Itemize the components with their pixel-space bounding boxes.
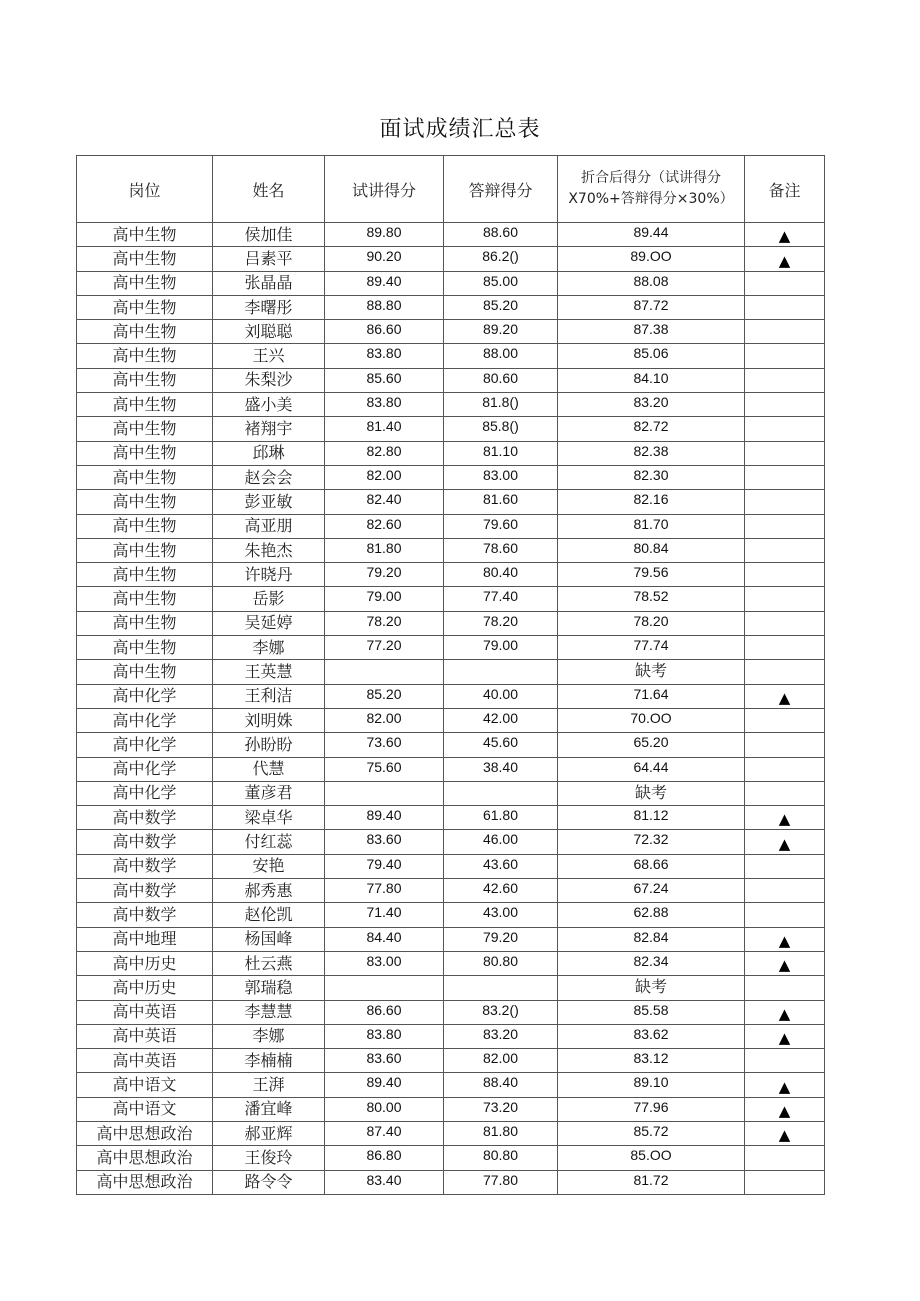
name-cell: 朱梨沙 [213, 368, 325, 392]
defense-score-cell: 80.80 [444, 951, 558, 975]
table-row [77, 1024, 825, 1048]
triangle-marker-icon: ▲ [745, 223, 825, 247]
header-combined-score: 折合后得分（试讲得分X70%+答辩得分×30%） [558, 156, 745, 223]
combined-score-cell: 85.72 [558, 1121, 745, 1145]
position-cell: 高中生物 [77, 611, 213, 635]
remark-cell [745, 903, 825, 927]
lecture-score-cell: 89.40 [325, 271, 444, 295]
combined-score-cell: 81.70 [558, 514, 745, 538]
defense-score-cell: 79.20 [444, 927, 558, 951]
name-cell: 张晶晶 [213, 271, 325, 295]
name-cell: 吴延婷 [213, 611, 325, 635]
combined-score-cell: 82.84 [558, 927, 745, 951]
combined-score-cell: 83.62 [558, 1024, 745, 1048]
name-cell: 安艳 [213, 854, 325, 878]
triangle-marker-icon: ▲ [745, 247, 825, 271]
position-cell: 高中历史 [77, 976, 213, 1000]
table-row [77, 393, 825, 417]
lecture-score-cell: 83.80 [325, 344, 444, 368]
table-row [77, 344, 825, 368]
lecture-score-cell: 82.60 [325, 514, 444, 538]
remark-cell [745, 417, 825, 441]
name-cell: 李娜 [213, 636, 325, 660]
remark-cell [745, 320, 825, 344]
absent-status-cell: 缺考 [558, 781, 745, 805]
combined-score-cell: 70.OO [558, 708, 745, 732]
name-cell: 付红蕊 [213, 830, 325, 854]
triangle-marker-icon: ▲ [745, 1121, 825, 1145]
lecture-score-cell: 89.40 [325, 806, 444, 830]
remark-cell [745, 976, 825, 1000]
defense-score-cell: 81.60 [444, 490, 558, 514]
name-cell: 王湃 [213, 1073, 325, 1097]
table-row [77, 320, 825, 344]
remark-cell [745, 660, 825, 684]
name-cell: 邱琳 [213, 441, 325, 465]
combined-score-cell: 79.56 [558, 563, 745, 587]
position-cell: 高中地理 [77, 927, 213, 951]
position-cell: 高中数学 [77, 830, 213, 854]
position-cell: 高中化学 [77, 708, 213, 732]
name-cell: 李娜 [213, 1024, 325, 1048]
combined-score-cell: 82.16 [558, 490, 745, 514]
combined-score-cell: 72.32 [558, 830, 745, 854]
position-cell: 高中语文 [77, 1073, 213, 1097]
name-cell: 梁卓华 [213, 806, 325, 830]
defense-score-cell: 83.2() [444, 1000, 558, 1024]
combined-score-cell: 78.52 [558, 587, 745, 611]
lecture-score-cell: 88.80 [325, 295, 444, 319]
position-cell: 高中数学 [77, 806, 213, 830]
table-row [77, 854, 825, 878]
table-row [77, 1097, 825, 1121]
defense-score-cell: 45.60 [444, 733, 558, 757]
combined-score-cell: 67.24 [558, 879, 745, 903]
lecture-score-cell: 75.60 [325, 757, 444, 781]
table-row [77, 660, 825, 684]
defense-score-cell: 46.00 [444, 830, 558, 854]
name-cell: 彭亚敏 [213, 490, 325, 514]
name-cell: 刘聪聪 [213, 320, 325, 344]
remark-cell [745, 441, 825, 465]
name-cell: 盛小美 [213, 393, 325, 417]
lecture-score-cell: 83.60 [325, 1049, 444, 1073]
table-row [77, 587, 825, 611]
remark-cell [745, 854, 825, 878]
table-row [77, 247, 825, 271]
position-cell: 高中化学 [77, 733, 213, 757]
remark-cell [745, 490, 825, 514]
combined-score-cell: 78.20 [558, 611, 745, 635]
name-cell: 刘明姝 [213, 708, 325, 732]
table-row [77, 514, 825, 538]
defense-score-cell: 42.60 [444, 879, 558, 903]
name-cell: 李慧慧 [213, 1000, 325, 1024]
position-cell: 高中英语 [77, 1000, 213, 1024]
combined-score-cell: 89.44 [558, 223, 745, 247]
table-row [77, 1146, 825, 1170]
triangle-marker-icon: ▲ [745, 806, 825, 830]
table-row [77, 927, 825, 951]
position-cell: 高中生物 [77, 417, 213, 441]
document-title: 面试成绩汇总表 [379, 117, 541, 142]
defense-score-cell: 73.20 [444, 1097, 558, 1121]
absent-status-cell: 缺考 [558, 976, 745, 1000]
remark-cell [745, 1170, 825, 1194]
remark-cell [745, 344, 825, 368]
position-cell: 高中历史 [77, 951, 213, 975]
combined-score-cell: 87.72 [558, 295, 745, 319]
lecture-score-cell: 78.20 [325, 611, 444, 635]
table-row [77, 563, 825, 587]
combined-score-cell: 62.88 [558, 903, 745, 927]
remark-cell [745, 1049, 825, 1073]
table-row [77, 781, 825, 805]
name-cell: 郝亚辉 [213, 1121, 325, 1145]
remark-cell [745, 514, 825, 538]
table-row [77, 830, 825, 854]
triangle-marker-icon: ▲ [745, 830, 825, 854]
triangle-marker-icon: ▲ [745, 684, 825, 708]
combined-score-cell: 88.08 [558, 271, 745, 295]
lecture-score-cell: 71.40 [325, 903, 444, 927]
name-cell: 王利洁 [213, 684, 325, 708]
remark-cell [745, 1146, 825, 1170]
combined-score-cell: 89.OO [558, 247, 745, 271]
position-cell: 高中生物 [77, 563, 213, 587]
lecture-score-cell: 83.00 [325, 951, 444, 975]
table-row [77, 708, 825, 732]
position-cell: 高中思想政治 [77, 1146, 213, 1170]
triangle-marker-icon: ▲ [745, 951, 825, 975]
table-row [77, 417, 825, 441]
position-cell: 高中生物 [77, 636, 213, 660]
table-row [77, 1121, 825, 1145]
name-cell: 赵伦凯 [213, 903, 325, 927]
position-cell: 高中生物 [77, 344, 213, 368]
defense-score-cell: 77.80 [444, 1170, 558, 1194]
defense-score-cell: 38.40 [444, 757, 558, 781]
defense-score-cell [444, 660, 558, 684]
name-cell: 朱艳杰 [213, 538, 325, 562]
defense-score-cell: 88.40 [444, 1073, 558, 1097]
combined-score-cell: 82.34 [558, 951, 745, 975]
score-table [76, 155, 825, 1195]
remark-cell [745, 708, 825, 732]
remark-cell [745, 393, 825, 417]
triangle-marker-icon: ▲ [745, 1073, 825, 1097]
position-cell: 高中生物 [77, 490, 213, 514]
position-cell: 高中化学 [77, 757, 213, 781]
combined-score-cell: 85.06 [558, 344, 745, 368]
lecture-score-cell: 73.60 [325, 733, 444, 757]
combined-score-cell: 85.58 [558, 1000, 745, 1024]
defense-score-cell: 83.20 [444, 1024, 558, 1048]
lecture-score-cell: 89.80 [325, 223, 444, 247]
remark-cell [745, 611, 825, 635]
name-cell: 杨国峰 [213, 927, 325, 951]
lecture-score-cell: 81.40 [325, 417, 444, 441]
table-row [77, 368, 825, 392]
defense-score-cell [444, 976, 558, 1000]
remark-cell [745, 368, 825, 392]
name-cell: 岳影 [213, 587, 325, 611]
combined-score-cell: 80.84 [558, 538, 745, 562]
table-row [77, 951, 825, 975]
table-row [77, 684, 825, 708]
table-row [77, 490, 825, 514]
table-row [77, 636, 825, 660]
defense-score-cell: 85.8() [444, 417, 558, 441]
table-row [77, 295, 825, 319]
lecture-score-cell: 83.80 [325, 1024, 444, 1048]
combined-score-cell: 71.64 [558, 684, 745, 708]
lecture-score-cell: 90.20 [325, 247, 444, 271]
lecture-score-cell: 86.80 [325, 1146, 444, 1170]
lecture-score-cell: 86.60 [325, 1000, 444, 1024]
defense-score-cell: 79.00 [444, 636, 558, 660]
name-cell: 李曙彤 [213, 295, 325, 319]
combined-score-cell: 77.96 [558, 1097, 745, 1121]
remark-cell [745, 271, 825, 295]
position-cell: 高中生物 [77, 514, 213, 538]
header-remark: 备注 [745, 156, 825, 223]
triangle-marker-icon: ▲ [745, 1024, 825, 1048]
lecture-score-cell: 87.40 [325, 1121, 444, 1145]
defense-score-cell: 88.00 [444, 344, 558, 368]
lecture-score-cell: 84.40 [325, 927, 444, 951]
defense-score-cell: 42.00 [444, 708, 558, 732]
position-cell: 高中思想政治 [77, 1170, 213, 1194]
lecture-score-cell: 77.20 [325, 636, 444, 660]
table-row [77, 271, 825, 295]
lecture-score-cell: 77.80 [325, 879, 444, 903]
table-row [77, 1049, 825, 1073]
position-cell: 高中生物 [77, 660, 213, 684]
lecture-score-cell [325, 660, 444, 684]
position-cell: 高中数学 [77, 854, 213, 878]
defense-score-cell: 80.40 [444, 563, 558, 587]
position-cell: 高中生物 [77, 223, 213, 247]
lecture-score-cell: 86.60 [325, 320, 444, 344]
lecture-score-cell: 85.60 [325, 368, 444, 392]
position-cell: 高中生物 [77, 247, 213, 271]
combined-score-cell: 83.12 [558, 1049, 745, 1073]
lecture-score-cell: 79.00 [325, 587, 444, 611]
defense-score-cell: 80.80 [444, 1146, 558, 1170]
table-row [77, 976, 825, 1000]
triangle-marker-icon: ▲ [745, 1000, 825, 1024]
combined-score-cell: 81.72 [558, 1170, 745, 1194]
defense-score-cell [444, 781, 558, 805]
defense-score-cell: 89.20 [444, 320, 558, 344]
name-cell: 赵会会 [213, 465, 325, 489]
position-cell: 高中生物 [77, 465, 213, 489]
table-body [77, 223, 825, 1195]
name-cell: 王俊玲 [213, 1146, 325, 1170]
table-row [77, 611, 825, 635]
lecture-score-cell: 83.60 [325, 830, 444, 854]
combined-score-cell: 82.72 [558, 417, 745, 441]
absent-status-cell: 缺考 [558, 660, 745, 684]
remark-cell [745, 879, 825, 903]
defense-score-cell: 78.60 [444, 538, 558, 562]
name-cell: 许晓丹 [213, 563, 325, 587]
combined-score-cell: 81.12 [558, 806, 745, 830]
combined-score-cell: 68.66 [558, 854, 745, 878]
table-row [77, 1170, 825, 1194]
lecture-score-cell: 82.00 [325, 708, 444, 732]
name-cell: 孙盼盼 [213, 733, 325, 757]
lecture-score-cell: 85.20 [325, 684, 444, 708]
name-cell: 代慧 [213, 757, 325, 781]
name-cell: 潘宜峰 [213, 1097, 325, 1121]
remark-cell [745, 563, 825, 587]
defense-score-cell: 77.40 [444, 587, 558, 611]
name-cell: 董彦君 [213, 781, 325, 805]
lecture-score-cell [325, 976, 444, 1000]
defense-score-cell: 78.20 [444, 611, 558, 635]
defense-score-cell: 40.00 [444, 684, 558, 708]
name-cell: 杜云燕 [213, 951, 325, 975]
defense-score-cell: 83.00 [444, 465, 558, 489]
lecture-score-cell: 79.20 [325, 563, 444, 587]
position-cell: 高中生物 [77, 587, 213, 611]
lecture-score-cell: 83.40 [325, 1170, 444, 1194]
lecture-score-cell: 79.40 [325, 854, 444, 878]
table-row [77, 806, 825, 830]
name-cell: 侯加佳 [213, 223, 325, 247]
table-row [77, 1073, 825, 1097]
combined-score-cell: 83.20 [558, 393, 745, 417]
lecture-score-cell: 82.00 [325, 465, 444, 489]
combined-score-cell: 85.OO [558, 1146, 745, 1170]
header-row [77, 156, 825, 223]
combined-score-cell: 84.10 [558, 368, 745, 392]
position-cell: 高中生物 [77, 368, 213, 392]
triangle-marker-icon: ▲ [745, 1097, 825, 1121]
defense-score-cell: 88.60 [444, 223, 558, 247]
position-cell: 高中化学 [77, 781, 213, 805]
name-cell: 吕素平 [213, 247, 325, 271]
defense-score-cell: 86.2() [444, 247, 558, 271]
table-row [77, 1000, 825, 1024]
table-row [77, 223, 825, 247]
name-cell: 李楠楠 [213, 1049, 325, 1073]
combined-score-cell: 82.38 [558, 441, 745, 465]
position-cell: 高中生物 [77, 441, 213, 465]
remark-cell [745, 538, 825, 562]
header-defense-score: 答辩得分 [444, 156, 558, 223]
position-cell: 高中生物 [77, 393, 213, 417]
position-cell: 高中英语 [77, 1024, 213, 1048]
combined-score-cell: 77.74 [558, 636, 745, 660]
lecture-score-cell [325, 781, 444, 805]
combined-score-cell: 65.20 [558, 733, 745, 757]
defense-score-cell: 85.00 [444, 271, 558, 295]
remark-cell [745, 587, 825, 611]
defense-score-cell: 61.80 [444, 806, 558, 830]
name-cell: 王兴 [213, 344, 325, 368]
remark-cell [745, 636, 825, 660]
defense-score-cell: 43.00 [444, 903, 558, 927]
name-cell: 王英慧 [213, 660, 325, 684]
position-cell: 高中英语 [77, 1049, 213, 1073]
position-cell: 高中数学 [77, 879, 213, 903]
defense-score-cell: 85.20 [444, 295, 558, 319]
defense-score-cell: 82.00 [444, 1049, 558, 1073]
position-cell: 高中生物 [77, 295, 213, 319]
position-cell: 高中化学 [77, 684, 213, 708]
position-cell: 高中生物 [77, 271, 213, 295]
table-row [77, 903, 825, 927]
header-lecture-score: 试讲得分 [325, 156, 444, 223]
lecture-score-cell: 89.40 [325, 1073, 444, 1097]
position-cell: 高中数学 [77, 903, 213, 927]
remark-cell [745, 733, 825, 757]
table-row [77, 538, 825, 562]
combined-score-cell: 82.30 [558, 465, 745, 489]
defense-score-cell: 80.60 [444, 368, 558, 392]
name-cell: 高亚朋 [213, 514, 325, 538]
defense-score-cell: 81.80 [444, 1121, 558, 1145]
combined-score-cell: 87.38 [558, 320, 745, 344]
defense-score-cell: 79.60 [444, 514, 558, 538]
table-row [77, 441, 825, 465]
position-cell: 高中生物 [77, 538, 213, 562]
lecture-score-cell: 80.00 [325, 1097, 444, 1121]
lecture-score-cell: 82.40 [325, 490, 444, 514]
position-cell: 高中思想政治 [77, 1121, 213, 1145]
name-cell: 路令令 [213, 1170, 325, 1194]
lecture-score-cell: 81.80 [325, 538, 444, 562]
table-row [77, 757, 825, 781]
name-cell: 郝秀惠 [213, 879, 325, 903]
combined-score-cell: 89.10 [558, 1073, 745, 1097]
remark-cell [745, 295, 825, 319]
lecture-score-cell: 82.80 [325, 441, 444, 465]
table-row [77, 733, 825, 757]
lecture-score-cell: 83.80 [325, 393, 444, 417]
remark-cell [745, 757, 825, 781]
position-cell: 高中生物 [77, 320, 213, 344]
table-row [77, 465, 825, 489]
defense-score-cell: 81.8() [444, 393, 558, 417]
triangle-marker-icon: ▲ [745, 927, 825, 951]
header-name: 姓名 [213, 156, 325, 223]
table-row [77, 879, 825, 903]
defense-score-cell: 43.60 [444, 854, 558, 878]
remark-cell [745, 781, 825, 805]
header-position: 岗位 [77, 156, 213, 223]
combined-score-cell: 64.44 [558, 757, 745, 781]
name-cell: 褚翔宇 [213, 417, 325, 441]
name-cell: 郭瑞稳 [213, 976, 325, 1000]
defense-score-cell: 81.10 [444, 441, 558, 465]
remark-cell [745, 465, 825, 489]
position-cell: 高中语文 [77, 1097, 213, 1121]
